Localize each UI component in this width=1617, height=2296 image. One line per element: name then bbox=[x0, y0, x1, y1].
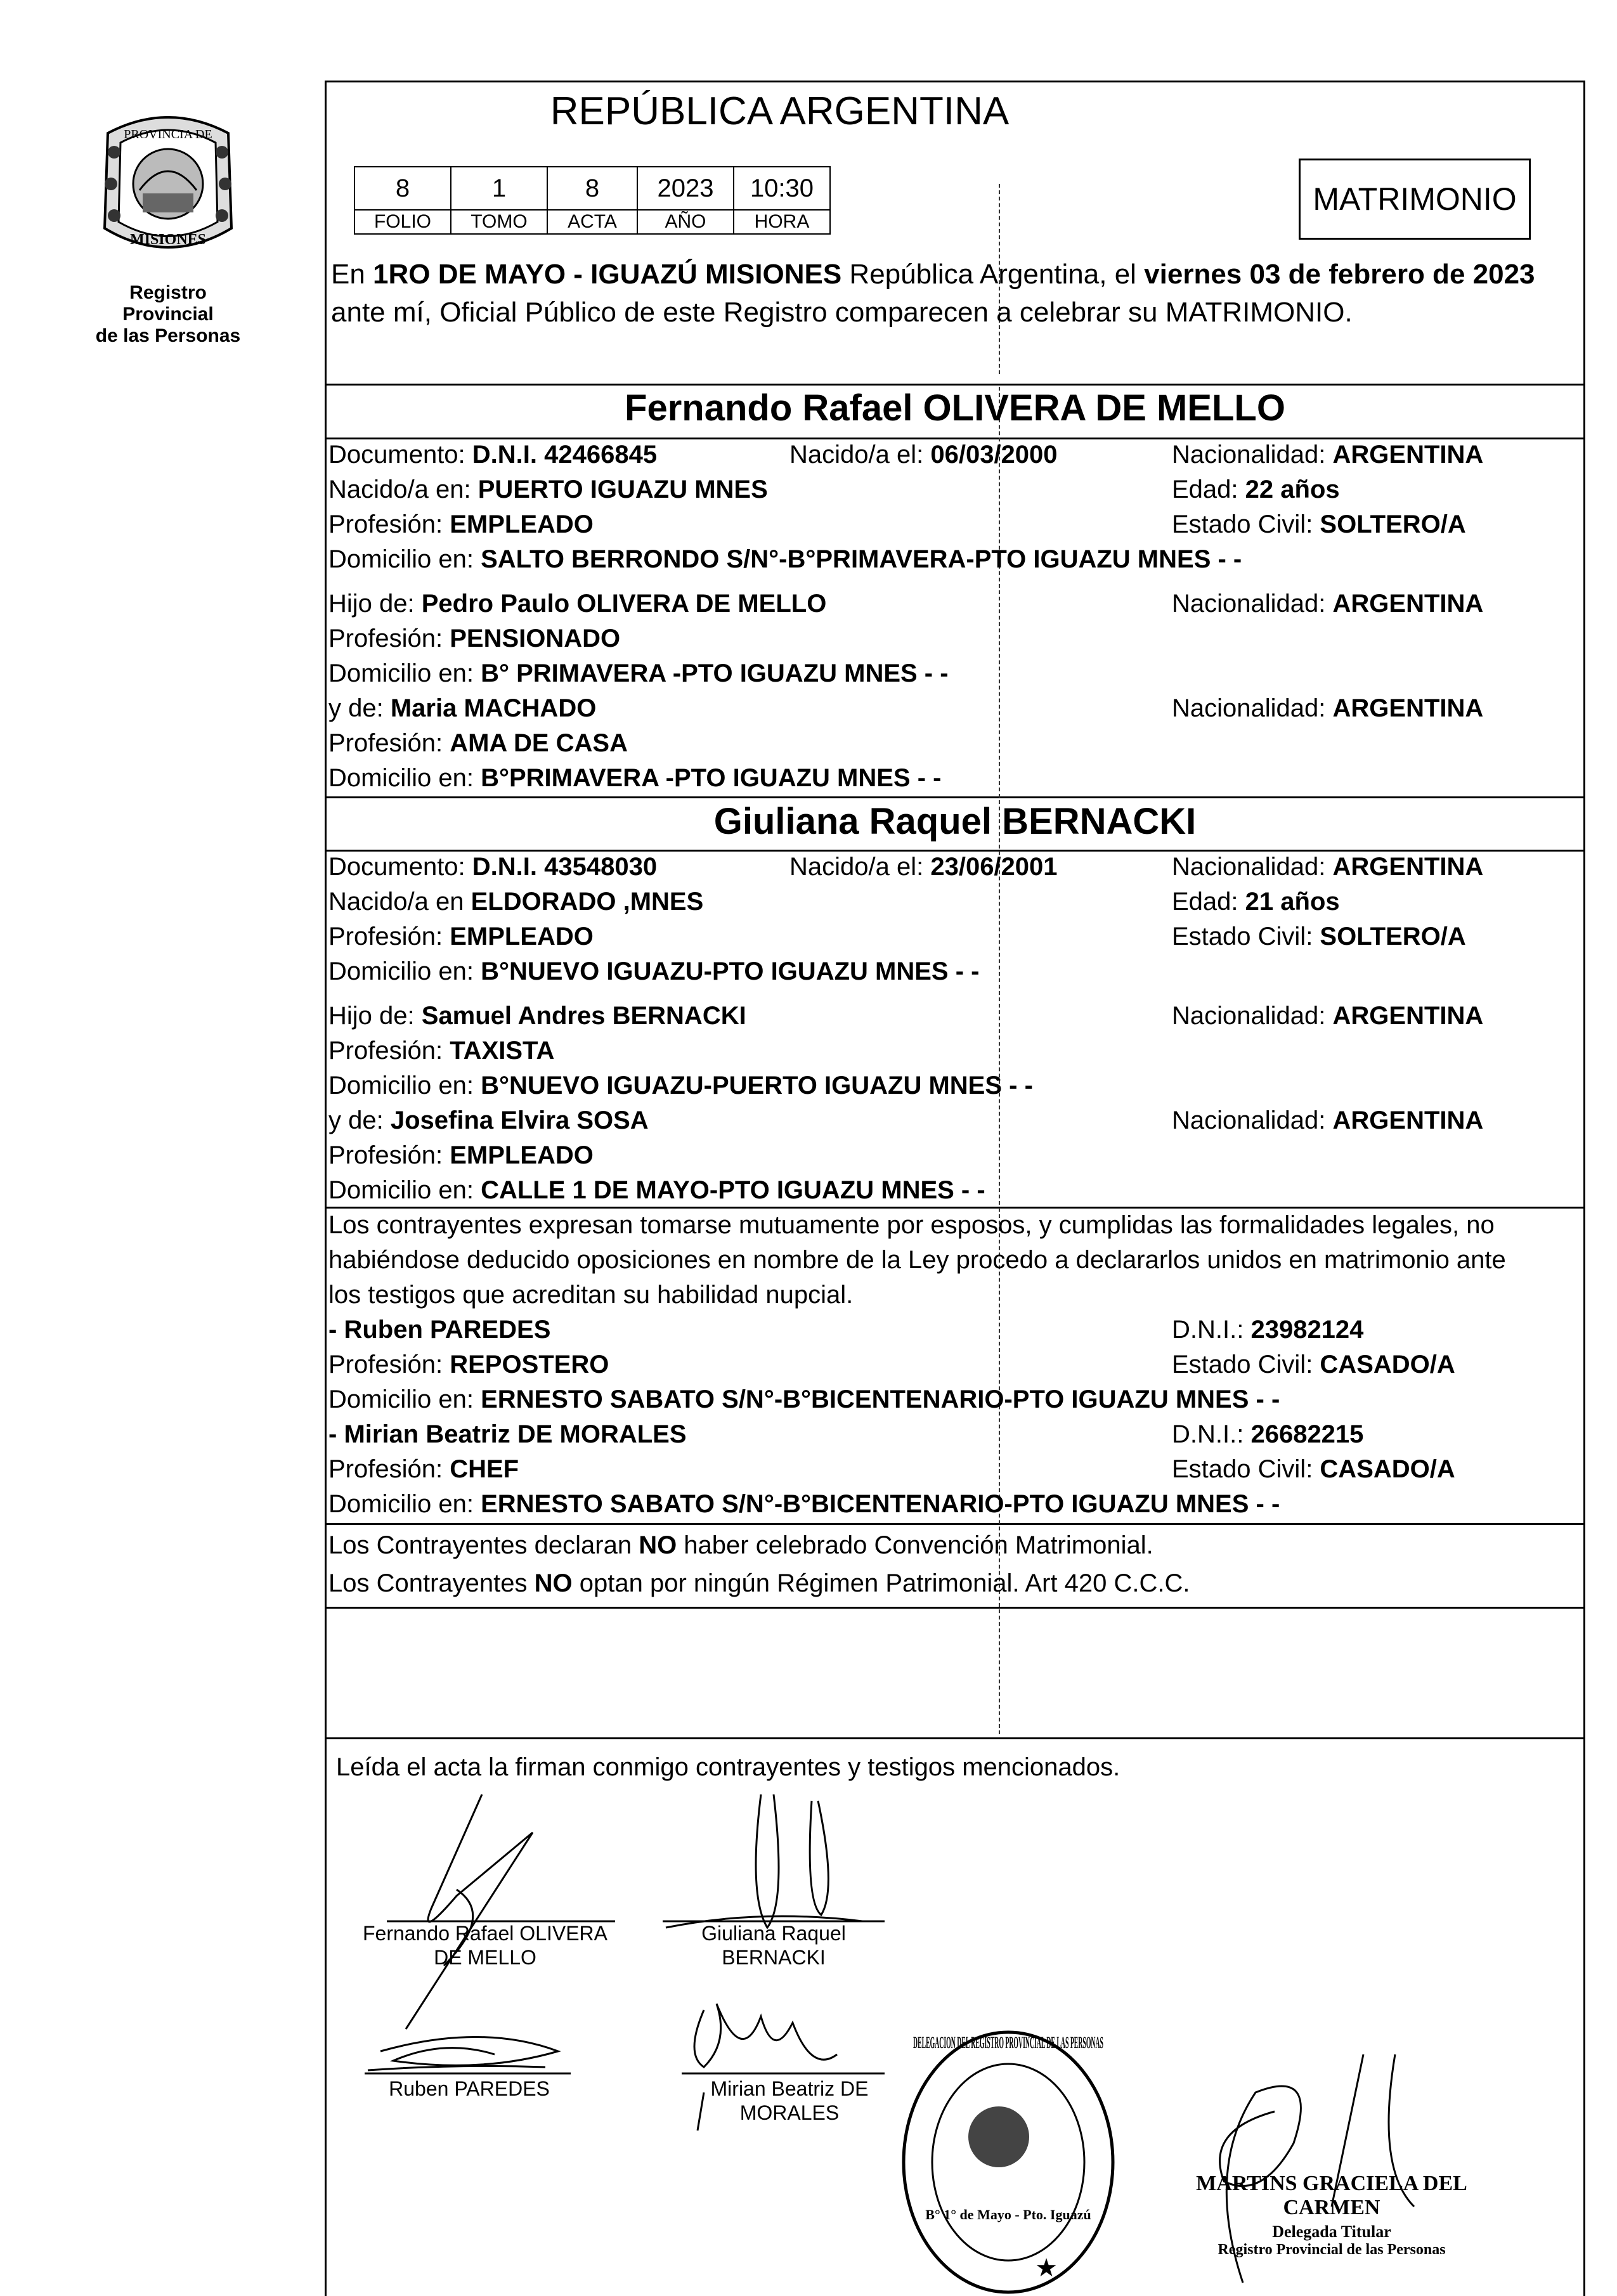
declaration-line: los testigos que acreditan su habilidad nupcial. bbox=[328, 1281, 854, 1309]
intro-place: 1RO DE MAYO - IGUAZÚ MISIONES bbox=[373, 259, 842, 290]
spouse1-document: Documento: D.N.I. 42466845 bbox=[328, 441, 658, 469]
spouse1-nationality: Nacionalidad: ARGENTINA bbox=[1172, 441, 1484, 469]
official-stamp bbox=[904, 2032, 1113, 2292]
tomo-value: 1 bbox=[451, 167, 547, 210]
stamp-inner-text: B° 1° de Mayo - Pto. Iguazú bbox=[925, 2207, 1091, 2222]
signature-2 bbox=[663, 1794, 885, 1928]
declaration-line: habiéndose deducido oposiciones en nombre de la Ley procedo a declararlos unidos en matrimonio ante bbox=[328, 1246, 1506, 1274]
signature-4-name: Mirian Beatriz DE MORALES bbox=[710, 2077, 869, 2124]
witness1-civil-status: Estado Civil: CASADO/A bbox=[1172, 1351, 1455, 1378]
spouse1-father: Hijo de: Pedro Paulo OLIVERA DE MELLO bbox=[328, 590, 827, 618]
witness2-name: - Mirian Beatriz DE MORALES bbox=[328, 1420, 687, 1448]
closing-statement: Leída el acta la firman conmigo contrayentes y testigos mencionados. bbox=[336, 1753, 1120, 1781]
spouse2-father-profession: Profesión: TAXISTA bbox=[328, 1037, 555, 1065]
official-name: MARTINS GRACIELA DEL CARMEN bbox=[1196, 2172, 1467, 2219]
spouse1-birthplace: Nacido/a en: PUERTO IGUAZU MNES bbox=[328, 476, 768, 503]
witness1-address: Domicilio en: ERNESTO SABATO S/N°-B°BICENTENARIO-PTO IGUAZU MNES - - bbox=[328, 1385, 1280, 1413]
witness1-dni: D.N.I.: 23982124 bbox=[1172, 1316, 1364, 1344]
tomo-label: TOMO bbox=[451, 210, 547, 234]
spouse2-mother-address: Domicilio en: CALLE 1 DE MAYO-PTO IGUAZU MNES - - bbox=[328, 1176, 985, 1204]
spouse2-father-address: Domicilio en: B°NUEVO IGUAZU-PUERTO IGUAZU MNES - - bbox=[328, 1072, 1033, 1099]
spouse2-father-nationality: Nacionalidad: ARGENTINA bbox=[1172, 1002, 1484, 1030]
regime-line-1: Los Contrayentes declaran NO haber celebrado Convención Matrimonial. bbox=[328, 1531, 1153, 1559]
spouse1-mother: y de: Maria MACHADO bbox=[328, 694, 597, 722]
spouse2-mother-nationality: Nacionalidad: ARGENTINA bbox=[1172, 1106, 1484, 1134]
spouse1-age: Edad: 22 años bbox=[1172, 476, 1340, 503]
signature-1-name: Fernando Rafael OLIVERA DE MELLO bbox=[363, 1922, 607, 1969]
spouse1-civil-status: Estado Civil: SOLTERO/A bbox=[1172, 510, 1466, 538]
seal-bottom-text: MISIONES bbox=[129, 231, 207, 248]
spouse1-mother-address: Domicilio en: B°PRIMAVERA -PTO IGUAZU MNES - - bbox=[328, 764, 942, 792]
spouse1-mother-nationality: Nacionalidad: ARGENTINA bbox=[1172, 694, 1484, 722]
spouse2-mother-profession: Profesión: EMPLEADO bbox=[328, 1141, 594, 1169]
signature-1 bbox=[387, 1794, 615, 2029]
intro-paragraph: En 1RO DE MAYO - IGUAZÚ MISIONES República Argentina, el viernes 03 de febrero de 2023 ante mí, Oficial Público de este Registro comparecen a celebrar su MATRIMONIO. bbox=[331, 259, 1535, 328]
regime-line-2: Los Contrayentes NO optan por ningún Régimen Patrimonial. Art 420 C.C.C. bbox=[328, 1569, 1190, 1597]
spouse1-father-nationality: Nacionalidad: ARGENTINA bbox=[1172, 590, 1484, 618]
spouse2-document: Documento: D.N.I. 43548030 bbox=[328, 853, 658, 881]
spouse2-address: Domicilio en: B°NUEVO IGUAZU-PTO IGUAZU MNES - - bbox=[328, 957, 980, 985]
spouse2-civil-status: Estado Civil: SOLTERO/A bbox=[1172, 923, 1466, 950]
witness2-civil-status: Estado Civil: CASADO/A bbox=[1172, 1455, 1455, 1483]
page-title: REPÚBLICA ARGENTINA bbox=[550, 89, 1010, 133]
spouse2-mother: y de: Josefina Elvira SOSA bbox=[328, 1106, 649, 1134]
spouse1-birthdate: Nacido/a el: 06/03/2000 bbox=[789, 441, 1058, 469]
seal-top-text: PROVINCIA DE bbox=[124, 127, 212, 141]
spouse2-profession: Profesión: EMPLEADO bbox=[328, 923, 594, 950]
witness1-profession: Profesión: REPOSTERO bbox=[328, 1351, 609, 1378]
spouse1-father-profession: Profesión: PENSIONADO bbox=[328, 625, 621, 652]
folio-label: FOLIO bbox=[354, 210, 451, 234]
intro-date: viernes 03 de febrero de 2023 bbox=[1144, 259, 1535, 290]
signature-3-name: Ruben PAREDES bbox=[389, 2077, 550, 2100]
signature-3 bbox=[365, 2037, 571, 2074]
spouse2-age: Edad: 21 años bbox=[1172, 888, 1340, 916]
witness2-dni: D.N.I.: 26682215 bbox=[1172, 1420, 1364, 1448]
hora-label: HORA bbox=[734, 210, 830, 234]
spouse1-profession: Profesión: EMPLEADO bbox=[328, 510, 594, 538]
witness2-address: Domicilio en: ERNESTO SABATO S/N°-B°BICENTENARIO-PTO IGUAZU MNES - - bbox=[328, 1490, 1280, 1518]
spouse1-father-address: Domicilio en: B° PRIMAVERA -PTO IGUAZU MNES - - bbox=[328, 659, 949, 687]
spouse2-birthplace: Nacido/a en ELDORADO ,MNES bbox=[328, 888, 704, 916]
anio-value: 2023 bbox=[637, 167, 734, 210]
record-type-box: MATRIMONIO bbox=[1299, 159, 1531, 240]
acta-label: ACTA bbox=[547, 210, 637, 234]
spouse1-address: Domicilio en: SALTO BERRONDO S/N°-B°PRIMAVERA-PTO IGUAZU MNES - - bbox=[328, 545, 1242, 573]
official-role: Delegada Titular bbox=[1272, 2222, 1391, 2241]
folio-value: 8 bbox=[354, 167, 451, 210]
declaration-line: Los contrayentes expresan tomarse mutuamente por esposos, y cumplidas las formalidades legales, no bbox=[328, 1211, 1495, 1239]
registry-caption: Registro Provincial de las Personas bbox=[95, 282, 241, 346]
anio-label: AÑO bbox=[637, 210, 734, 234]
stamp-outer-text: DELEGACION DEL REGISTRO PROVINCIAL DE LAS PERSONAS bbox=[913, 2033, 1103, 2052]
spouse2-father: Hijo de: Samuel Andres BERNACKI bbox=[328, 1002, 746, 1030]
spouse2-name: Giuliana Raquel BERNACKI bbox=[713, 801, 1197, 842]
spouse1-mother-profession: Profesión: AMA DE CASA bbox=[328, 729, 628, 757]
star-icon: ★ bbox=[1035, 2254, 1058, 2282]
signature-2-name: Giuliana Raquel BERNACKI bbox=[701, 1922, 846, 1969]
official-org: Registro Provincial de las Personas bbox=[1218, 2241, 1446, 2258]
spouse2-nationality: Nacionalidad: ARGENTINA bbox=[1172, 853, 1484, 881]
official-block bbox=[1160, 2172, 1503, 2259]
spouse1-name: Fernando Rafael OLIVERA DE MELLO bbox=[625, 387, 1285, 429]
spouse2-birthdate: Nacido/a el: 23/06/2001 bbox=[789, 853, 1058, 881]
hora-value: 10:30 bbox=[734, 167, 830, 210]
acta-value: 8 bbox=[547, 167, 637, 210]
witness2-profession: Profesión: CHEF bbox=[328, 1455, 519, 1483]
witness1-name: - Ruben PAREDES bbox=[328, 1316, 551, 1344]
